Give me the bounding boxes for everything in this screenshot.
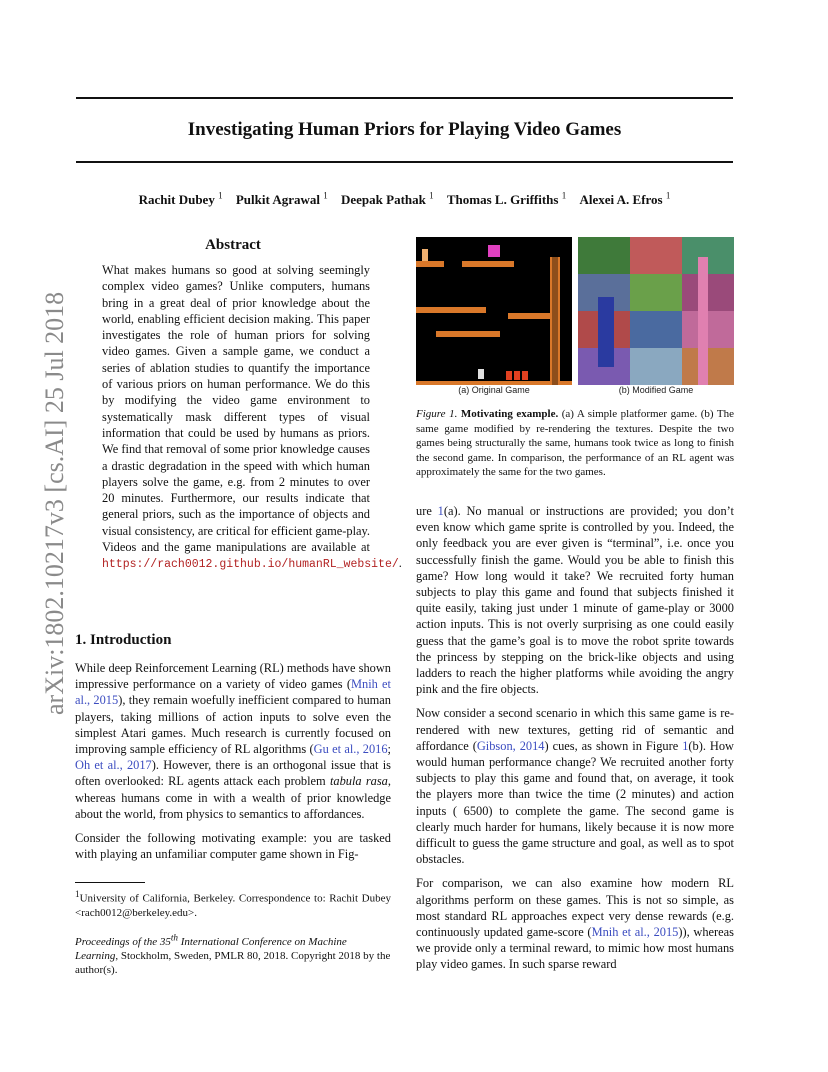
abstract-heading: Abstract	[205, 237, 261, 253]
original-game-screenshot	[416, 237, 572, 385]
paragraph: Now consider a second scenario in which this same game is re-rendered with new textures, getting rid of semantic and affordance (Gibson, 2014) cues, as shown in Figure 1(b). How would human performance change? We recruited another forty subjects to play this game and found that, on average, it took the players more than twice the time (2 minutes) and action inputs ( 6500) to complete the game. The second game is clearly much harder for humans, likely because it is now more difficult to guess the game structure and goal, as well as to spot obstacles.	[416, 706, 735, 867]
paragraph: While deep Reinforcement Learning (RL) methods have shown impressive performance on a variety of video games (Mnih et al., 2015), they remain woefully inefficient compared to human players, taking millions of action inputs to solve even the simplest Atari games. Much research is currently focused on improving sample efficiency of RL algorithms (Gu et al., 2016; Oh et al., 2017). However, there is an orthogonal issue that is often overlooked: RL agents attack each problem tabula rasa, whereas humans come in with a wealth of prior knowledge about the world, from physics to semantics to affordances.	[75, 661, 391, 821]
author: Pulkit Agrawal $^1$	[235, 191, 328, 208]
author-list	[76, 191, 733, 208]
paper-title: Investigating Human Priors for Playing Video Games	[187, 119, 622, 140]
title-bottom-rule	[76, 161, 733, 163]
introduction-text	[75, 660, 391, 862]
arxiv-identifier: arXiv:1802.10217v3 [cs.AI] 25 Jul 2018	[40, 291, 69, 715]
footnote-rule	[75, 882, 145, 883]
author: Thomas L. Griffiths $^1$	[446, 191, 567, 208]
subfigure-caption: (b) Modified Game	[618, 385, 694, 395]
paragraph: For comparison, we can also examine how modern RL algorithms perform on these games. This is not so simple, as most standard RL approaches expect very dense rewards (e.g. continuously updated game-score (Mnih et al., 2015)), whereas we provide only a terminal reward, to mimic how most humans play video games. In such sparse reward	[416, 876, 734, 972]
right-column-text	[416, 503, 734, 973]
citation-link[interactable]: Gu et al., 2016	[313, 742, 388, 757]
section-heading-introduction: 1. Introduction	[75, 632, 172, 648]
author: Alexei A. Efros $^1$	[579, 191, 671, 208]
proceedings-note: Proceedings of the 35th International Conference on Machine Learning, Stockholm, Sweden, PMLR 80, 2018. Copyright 2018 by the author(s).	[75, 932, 391, 976]
figure-ref-link[interactable]: 1	[682, 738, 689, 753]
citation-link[interactable]: Gibson, 2014	[476, 738, 545, 753]
paragraph: ure 1(a). No manual or instructions are provided; you don’t even know which game sprite is controlled by you. Indeed, the only feedback you are ever given is “terminal”, i.e. once you successfully finish the game. Would you be able to finish this game? How long would it take? We recruited forty human subjects to play this game and found that subjects finished it quite easily, taking just under 1 minute of game-play or 3000 action inputs. This is not overly surprising as one could easily guess that the game’s goal is to move the robot sprite towards the princess by stepping on the brick-like objects and using ladders to reach the higher platforms while avoiding the angry pink and the fire objects.	[416, 504, 734, 697]
paragraph: Consider the following motivating example: you are tasked with playing an unfamiliar computer game shown in Fig-	[75, 831, 391, 862]
citation-link[interactable]: Oh et al., 2017	[75, 758, 152, 773]
top-rule	[76, 97, 733, 99]
original-game-image	[416, 237, 572, 385]
figure-1	[416, 237, 734, 397]
modified-game-image	[578, 237, 734, 385]
figure-caption: Figure 1. Motivating example. (a) A simple platformer game. (b) The same game modified by re-rendering the textures. Despite the two games being structurally the same, humans took twice as long to finish the second game. In comparison, the performance of an RL agent was approximately the same for the two games.	[416, 408, 735, 478]
project-url-link[interactable]: https://rach0012.github.io/humanRL_website/	[102, 558, 399, 572]
abstract-text: What makes humans so good at solving seemingly complex video games? Unlike computers, humans bring in a great deal of prior knowledge about the world, enabling efficient decision making. This paper investigates the role of human priors for solving video games. Given a sample game, we conduct a series of ablation studies to quantify the importance of various priors on human performance. We do this by modifying the video game environment to systematically mask different types of visual information that could be used by humans as priors. We find that removal of some prior knowledge causes a drastic degradation in the speed with which human players solve the game, e.g. from 2 minutes to over 20 minutes. Furthermore, our results indicate that general priors, such as the importance of objects and visual consistency, are critical for efficient game-play. Videos and the game manipulations are available at https://rach0012.github.io/humanRL_website/.	[102, 263, 402, 572]
figure-ref-link[interactable]: 1	[437, 504, 444, 518]
affiliation-footnote: $^1$University of California, Berkeley. Correspondence to: Rachit Dubey <rach0012@berkeley.edu>.	[75, 889, 391, 919]
citation-link[interactable]: Mnih et al., 2015	[591, 925, 679, 940]
modified-game-screenshot	[578, 237, 734, 385]
citation-link[interactable]: Mnih et al., 2015	[75, 677, 391, 708]
author: Rachit Dubey $^1$	[138, 191, 223, 208]
subfigure-caption: (a) Original Game	[458, 385, 530, 395]
author: Deepak Pathak $^1$	[340, 191, 434, 208]
